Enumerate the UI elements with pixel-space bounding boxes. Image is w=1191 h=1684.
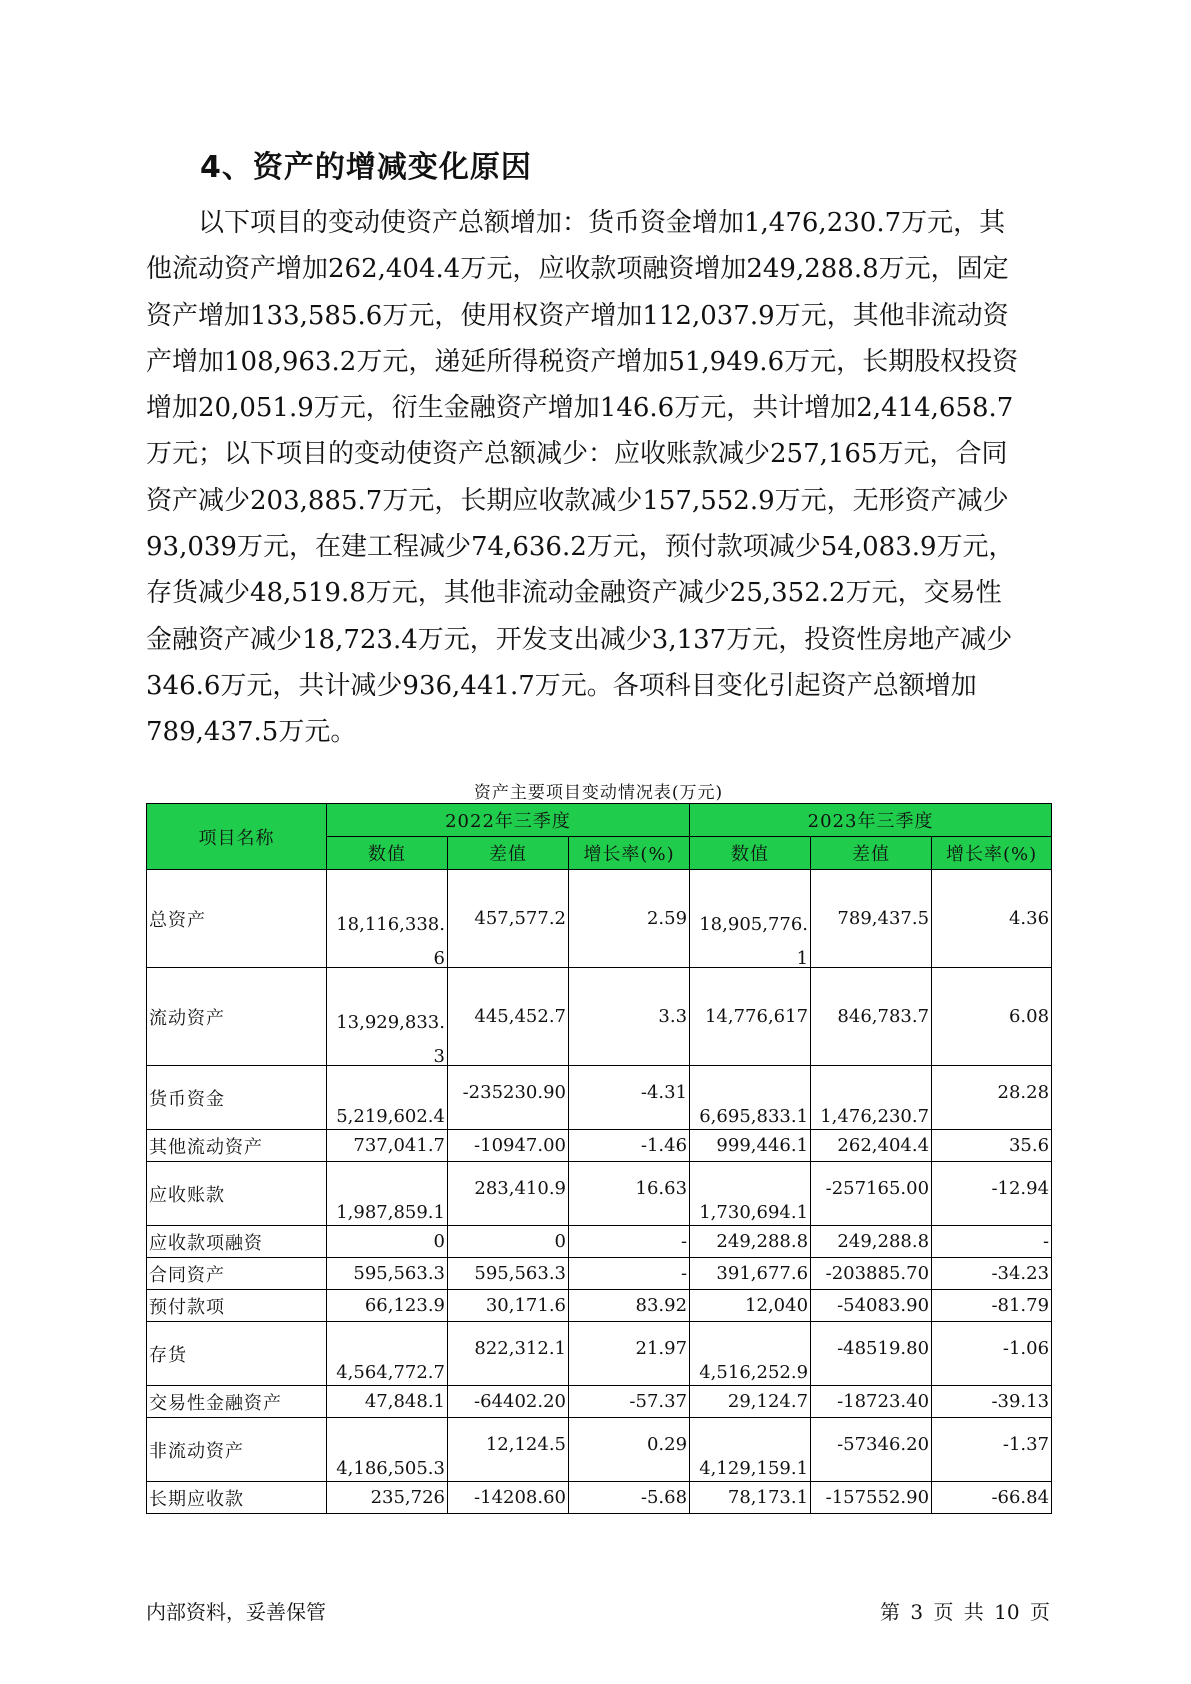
cell-rate-2023: 6.08 [932,968,1052,1066]
row-name: 货币资金 [147,1066,327,1130]
cell-value-2023: 6,695,833.1 [690,1066,811,1130]
paragraph-line: 789,437.5万元。 [146,717,357,748]
cell-diff-2023: -18723.40 [811,1386,932,1418]
cell-value-2023: 249,288.8 [690,1226,811,1258]
cell-value-2022: 737,041.7 [327,1130,448,1162]
table-row [147,1258,1052,1290]
cell-diff-2022: 595,563.3 [448,1258,569,1290]
cell-diff-2022: -14208.60 [448,1482,569,1514]
cell-value-2022: 1,987,859.1 [327,1162,448,1226]
table-row [147,1322,1052,1386]
cell-rate-2022: 21.97 [569,1322,690,1386]
table-row [147,1482,1052,1514]
cell-diff-2023: 789,437.5 [811,870,932,968]
cell-rate-2022: - [569,1258,690,1290]
table-row [147,1130,1052,1162]
cell-rate-2023: -66.84 [932,1482,1052,1514]
table-row [147,870,1052,968]
cell-rate-2022: -5.68 [569,1482,690,1514]
cell-rate-2023: -12.94 [932,1162,1052,1226]
cell-rate-2022: 2.59 [569,870,690,968]
cell-rate-2023: 28.28 [932,1066,1052,1130]
asset-change-table [146,803,1052,1514]
table-row [147,1386,1052,1418]
cell-diff-2023: -203885.70 [811,1258,932,1290]
cell-rate-2023: -1.37 [932,1418,1052,1482]
table-row [147,968,1052,1066]
cell-diff-2022: 283,410.9 [448,1162,569,1226]
cell-diff-2022: 30,171.6 [448,1290,569,1322]
cell-diff-2023: 1,476,230.7 [811,1066,932,1130]
cell-value-2022: 66,123.9 [327,1290,448,1322]
header-value: 数值 [327,837,448,870]
paragraph-line: 资产增加133,585.6万元，使用权资产增加112,037.9万元，其他非流动资 [146,300,1009,331]
row-name: 交易性金融资产 [147,1386,327,1418]
cell-rate-2023: 35.6 [932,1130,1052,1162]
cell-diff-2023: 249,288.8 [811,1226,932,1258]
cell-rate-2023: -39.13 [932,1386,1052,1418]
header-diff: 差值 [448,837,569,870]
cell-diff-2023: -57346.20 [811,1418,932,1482]
row-name: 预付款项 [147,1290,327,1322]
cell-rate-2023: - [932,1226,1052,1258]
cell-rate-2022: 16.63 [569,1162,690,1226]
table-row [147,1162,1052,1226]
section-heading: 4、资产的增减变化原因 [200,150,532,185]
paragraph-line: 金融资产减少18,723.4万元，开发支出减少3,137万元，投资性房地产减少 [146,624,1013,655]
cell-value-2022: 0 [327,1226,448,1258]
table-caption: 资产主要项目变动情况表(万元) [473,783,724,803]
table-row [147,1418,1052,1482]
cell-value-2022: 13,929,833. 3 [327,968,448,1066]
row-name: 合同资产 [147,1258,327,1290]
cell-value-2022: 4,186,505.3 [327,1418,448,1482]
cell-diff-2023: 846,783.7 [811,968,932,1066]
cell-value-2023: 4,129,159.1 [690,1418,811,1482]
cell-value-2022: 595,563.3 [327,1258,448,1290]
cell-diff-2023: -257165.00 [811,1162,932,1226]
cell-rate-2022: 83.92 [569,1290,690,1322]
cell-value-2023: 4,516,252.9 [690,1322,811,1386]
cell-value-2022: 5,219,602.4 [327,1066,448,1130]
body-paragraph [146,200,1066,756]
cell-diff-2022: -64402.20 [448,1386,569,1418]
cell-diff-2022: 445,452.7 [448,968,569,1066]
cell-rate-2023: -34.23 [932,1258,1052,1290]
row-name: 非流动资产 [147,1418,327,1482]
cell-diff-2022: -235230.90 [448,1066,569,1130]
cell-diff-2022: 0 [448,1226,569,1258]
cell-value-2023: 14,776,617 [690,968,811,1066]
cell-value-2023: 29,124.7 [690,1386,811,1418]
row-name: 长期应收款 [147,1482,327,1514]
header-rate: 增长率(%) [569,837,690,870]
cell-rate-2022: 3.3 [569,968,690,1066]
paragraph-line: 以下项目的变动使资产总额增加：货币资金增加1,476,230.7万元，其 [146,208,1006,238]
cell-value-2022: 47,848.1 [327,1386,448,1418]
cell-rate-2022: 0.29 [569,1418,690,1482]
cell-diff-2023: -157552.90 [811,1482,932,1514]
cell-rate-2022: - [569,1226,690,1258]
row-name: 流动资产 [147,968,327,1066]
row-name: 其他流动资产 [147,1130,327,1162]
cell-rate-2022: -4.31 [569,1066,690,1130]
cell-diff-2023: -48519.80 [811,1322,932,1386]
paragraph-line: 他流动资产增加262,404.4万元，应收款项融资增加249,288.8万元，固定 [146,254,1009,285]
paragraph-line: 93,039万元，在建工程减少74,636.2万元，预付款项减少54,083.9万元， [146,532,1015,563]
row-name: 总资产 [147,870,327,968]
header-period-2023: 2023年三季度 [690,804,1052,837]
paragraph-line: 存货减少48,519.8万元，其他非流动金融资产减少25,352.2万元，交易性 [146,578,1002,609]
cell-rate-2022: -1.46 [569,1130,690,1162]
cell-value-2022: 235,726 [327,1482,448,1514]
cell-value-2023: 18,905,776. 1 [690,870,811,968]
paragraph-line: 增加20,051.9万元，衍生金融资产增加146.6万元，共计增加2,414,658.7 [146,393,1014,424]
cell-rate-2023: 4.36 [932,870,1052,968]
cell-diff-2022: 12,124.5 [448,1418,569,1482]
cell-value-2022: 18,116,338. 6 [327,870,448,968]
cell-value-2023: 391,677.6 [690,1258,811,1290]
cell-diff-2023: 262,404.4 [811,1130,932,1162]
cell-value-2023: 12,040 [690,1290,811,1322]
table-row [147,1290,1052,1322]
table-row [147,1066,1052,1130]
cell-rate-2022: -57.37 [569,1386,690,1418]
header-item-name: 项目名称 [147,804,327,870]
cell-value-2023: 78,173.1 [690,1482,811,1514]
cell-diff-2022: 822,312.1 [448,1322,569,1386]
header-diff: 差值 [811,837,932,870]
paragraph-line: 346.6万元，共计减少936,441.7万元。各项科目变化引起资产总额增加 [146,670,977,701]
table-row [147,1226,1052,1258]
row-name: 应收款项融资 [147,1226,327,1258]
footer-page-number: 第 3 页 共 10 页 [880,1600,1050,1624]
header-value: 数值 [690,837,811,870]
cell-diff-2022: -10947.00 [448,1130,569,1162]
paragraph-line: 万元；以下项目的变动使资产总额减少：应收账款减少257,165万元，合同 [146,439,1008,470]
cell-value-2022: 4,564,772.7 [327,1322,448,1386]
header-period-2022: 2022年三季度 [327,804,690,837]
cell-diff-2022: 457,577.2 [448,870,569,968]
cell-value-2023: 1,730,694.1 [690,1162,811,1226]
cell-value-2023: 999,446.1 [690,1130,811,1162]
header-rate: 增长率(%) [932,837,1052,870]
row-name: 应收账款 [147,1162,327,1226]
row-name: 存货 [147,1322,327,1386]
paragraph-line: 产增加108,963.2万元，递延所得税资产增加51,949.6万元，长期股权投资 [146,346,1019,377]
cell-rate-2023: -81.79 [932,1290,1052,1322]
cell-diff-2023: -54083.90 [811,1290,932,1322]
footer-confidential-note: 内部资料，妥善保管 [146,1600,326,1624]
cell-rate-2023: -1.06 [932,1322,1052,1386]
paragraph-line: 资产减少203,885.7万元，长期应收款减少157,552.9万元，无形资产减少 [146,485,1009,516]
